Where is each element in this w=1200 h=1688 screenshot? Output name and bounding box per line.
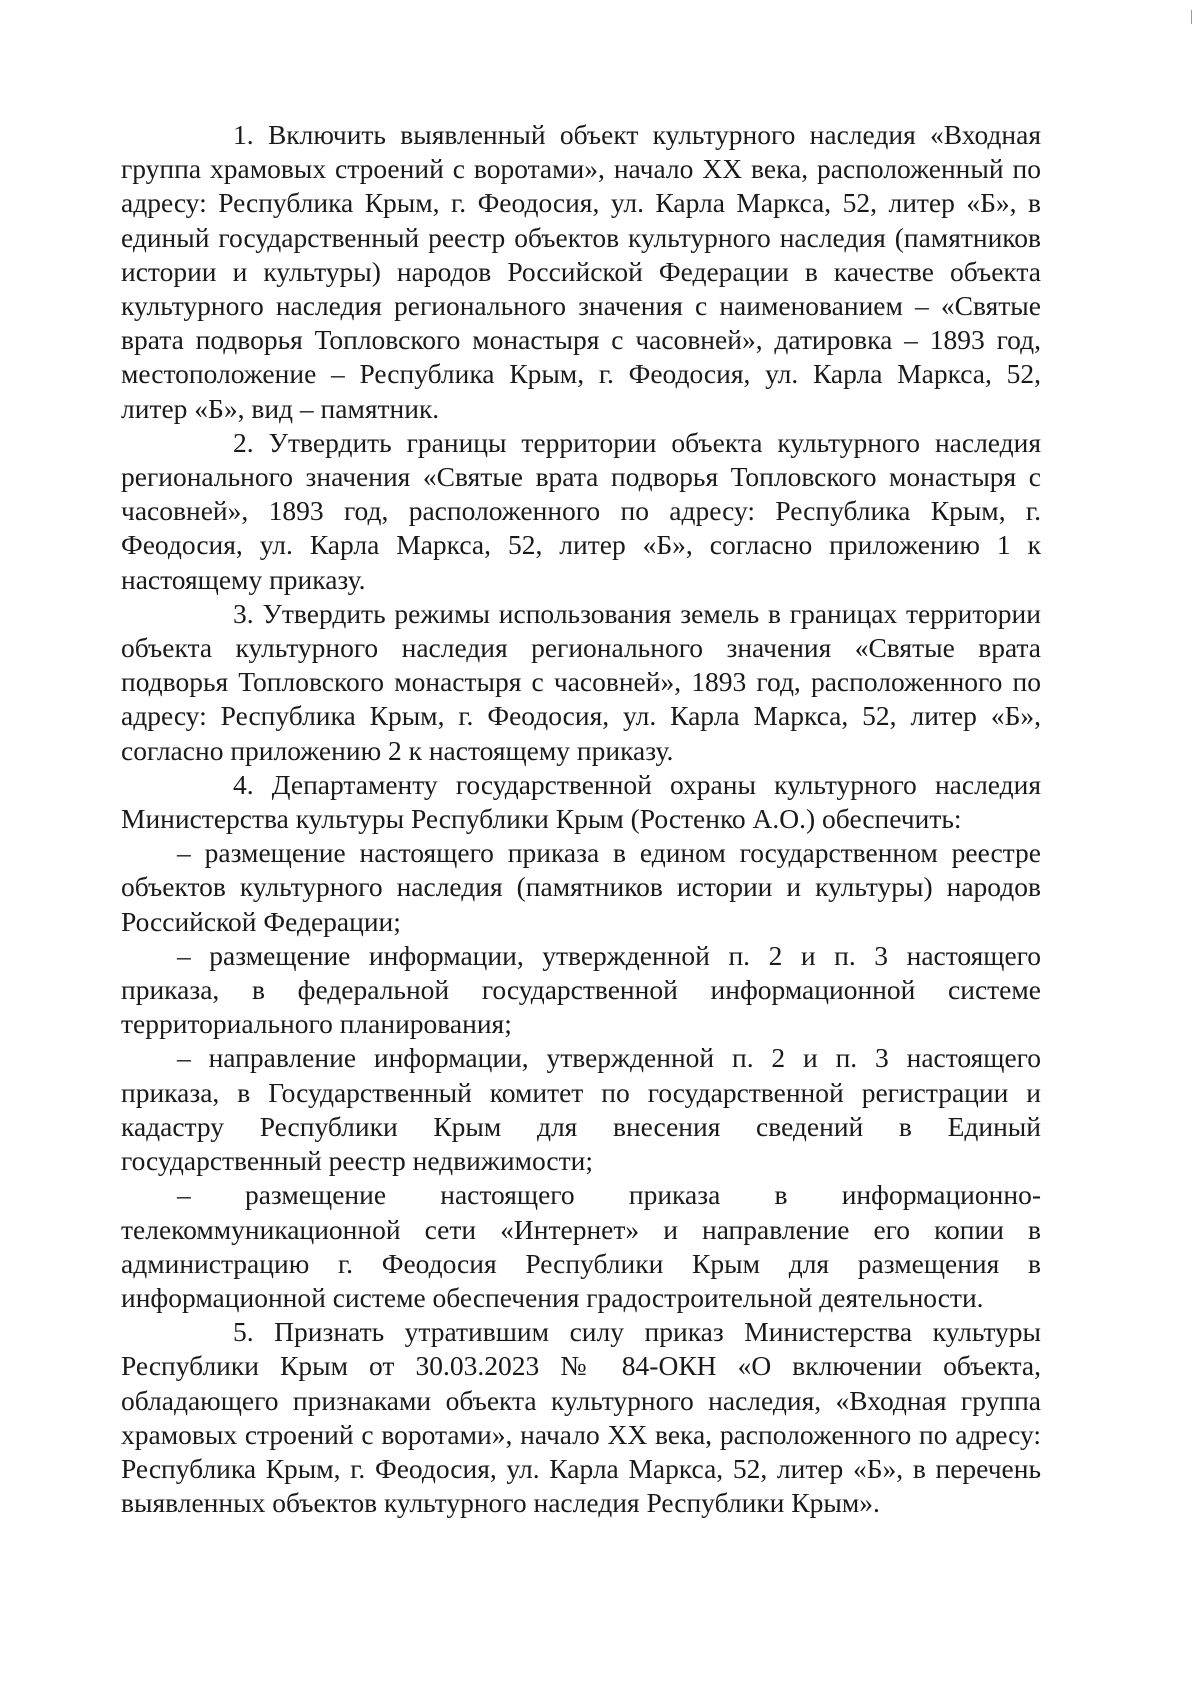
paragraph-item-1 [121,118,1041,426]
item-number: 5. [233,1316,254,1348]
paragraph-item-2 [121,426,1041,597]
sub-item-federal-system: – размещение информации, утвержденной п. 2 и п. 3 настоящего приказа, в федеральной государственной информационной системе территориального планирования; [121,939,1041,1040]
item-text: Департаменту государственной охраны культурного наследия Министерства культуры Республики Крым (Ростенко А.О.) обеспечить: [121,768,1041,835]
scan-mark [1191,10,1192,24]
item-text: Утвердить границы территории объекта культурного наследия регионального значения «Святые врата подворья Топловского монастыря с часовней», 1893 год, расположенного по адресу: Республика Крым, г. Феодосия, ул. Карла Маркса, 52, литер «Б», согласно приложению 1 к настоящему приказу. [121,426,1041,595]
sub-item-internet: – размещение настоящего приказа в информационно-телекоммуникационной сети «Интернет» и направление его копии в администрацию г. Феодосия Республики Крым для размещения в информационной системе обеспечения градостроительной деятельности. [121,1179,1041,1313]
sub-item-cadastre: – направление информации, утвержденной п. 2 и п. 3 настоящего приказа, в Государственный комитет по государственной регистрации и кадастру Республики Крым для внесения сведений в Единый государственный реестр недвижимости; [121,1042,1041,1177]
item-text: Утвердить режимы использования земель в границах территории объекта культурного наследия регионального значения «Святые врата подворья Топловского монастыря с часовней», 1893 год, расположенного по адресу: Республика Крым, г. Феодосия, ул. Карла Маркса, 52, литер «Б», согласно приложению 2 к настоящему приказу. [121,597,1041,766]
item-text: Признать утратившим силу приказ Министерства культуры Республики Крым от 30.03.2023 № 84-ОКН «О включении объекта, обладающего признаками объекта культурного наследия, «Входная группа храмовых строений с воротами», начало XX века, расположенного по адресу: Республика Крым, г. Феодосия, ул. Карла Маркса, 52, литер «Б», в перечень выявленных объектов культурного наследия Республики Крым». [121,1316,1042,1519]
item-text: Включить выявленный объект культурного наследия «Входная группа храмовых строений с воротами», начало XX века, расположенный по адресу: Республика Крым, г. Феодосия, ул. Карла Маркса, 52, литер «Б», в единый государственный реестр объектов культурного наследия (памятников истории и культуры) народов Российской Федерации в качестве объекта культурного наследия регионального значения с наименованием – «Святые врата подворья Топловского монастыря с часовней», датировка – 1893 год, местоположение – Республика Крым, г. Феодосия, ул. Карла Маркса, 52, литер «Б», вид – памятник. [121,119,1041,424]
sub-item-registry: – размещение настоящего приказа в едином государственном реестре объектов культурного наследия (памятников истории и культуры) народов Российской Федерации; [121,837,1041,937]
document-body [121,118,1041,1520]
paragraph-item-3 [121,597,1041,768]
item-number: 4. [233,768,254,800]
item-number: 2. [233,426,254,458]
item-number: 1. [233,119,254,150]
paragraph-item-5 [121,1315,1041,1520]
item-number: 3. [233,597,254,629]
paragraph-item-4 [121,768,1041,836]
